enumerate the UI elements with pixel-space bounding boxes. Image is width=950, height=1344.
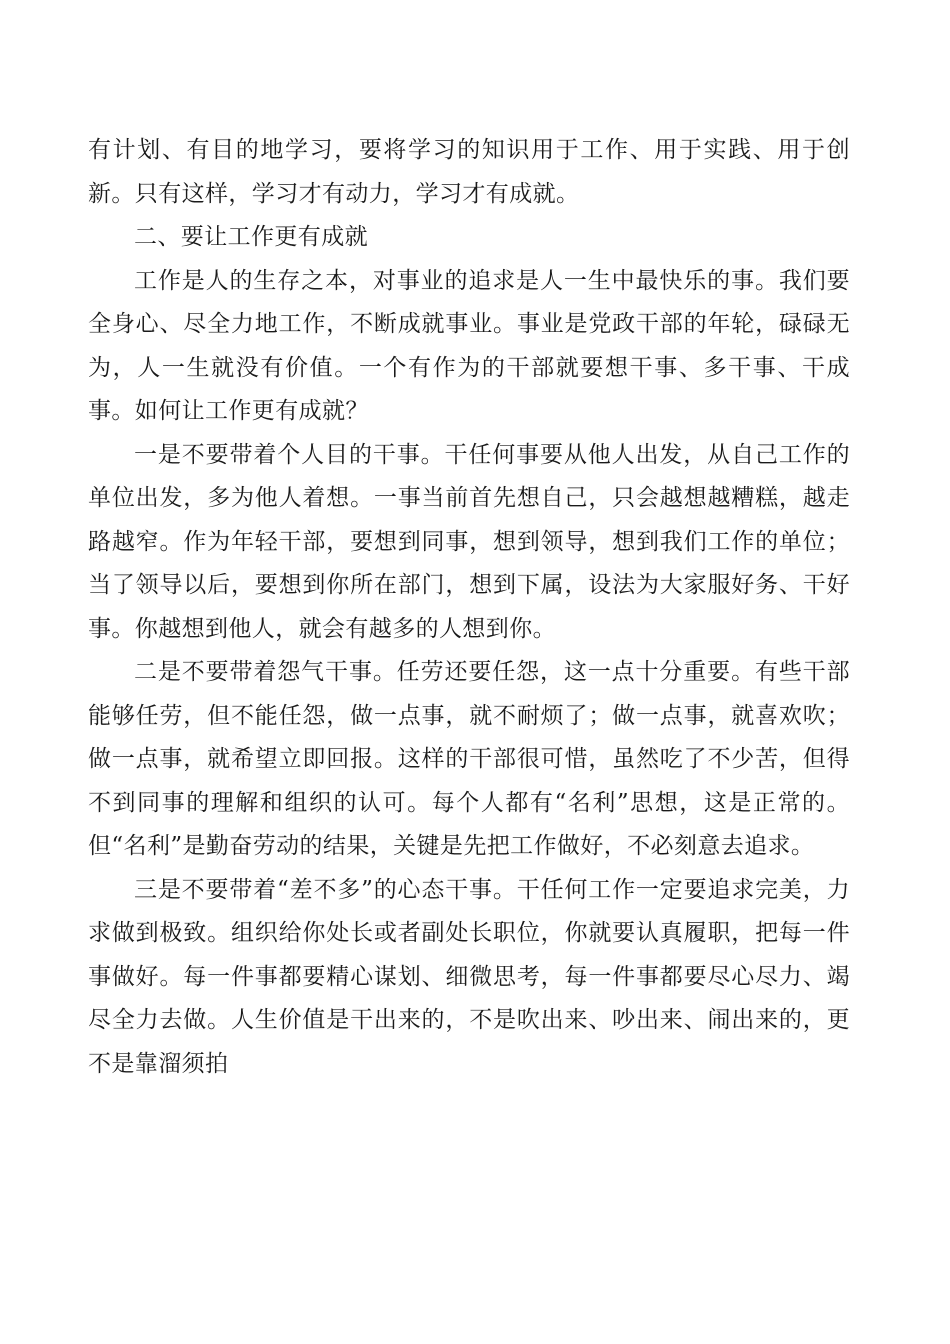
paragraph-point-three: 三是不要带着“差不多”的心态干事。干任何工作一定要追求完美，力求做到极致。组织给你处长或者副处长职位，你就要认真履职，把每一件事做好。每一件事都要精心谋划、细微思考，每一件事都要尽心尽力、竭尽全力去做。人生价值是干出来的，不是吹出来、吵出来、闹出来的，更不是靠溜须拍 bbox=[88, 876, 850, 1077]
paragraph-intro: 工作是人的生存之本，对事业的追求是人一生中最快乐的事。我们要全身心、尽全力地工作，不断成就事业。事业是党政干部的年轮，碌碌无为，人一生就没有价值。一个有作为的干部就要想干事、多干事、干成事。如何让工作更有成就？ bbox=[88, 267, 850, 424]
section-heading: 二、要让工作更有成就 bbox=[134, 224, 368, 250]
paragraph-point-one: 一是不要带着个人目的干事。干任何事要从他人出发，从自己工作的单位出发，多为他人着想。一事当前首先想自己，只会越想越糟糕，越走路越窄。作为年轻干部，要想到同事，想到领导，想到我们工作的单位；当了领导以后，要想到你所在部门，想到下属，设法为大家服好务、干好事。你越想到他人，就会有越多的人想到你。 bbox=[88, 441, 850, 642]
paragraph-point-two: 二是不要带着怨气干事。任劳还要任怨，这一点十分重要。有些干部能够任劳，但不能任怨，做一点事，就不耐烦了；做一点事，就喜欢吹；做一点事，就希望立即回报。这样的干部很可惜，虽然吃了不少苦，但得不到同事的理解和组织的认可。每个人都有“名利”思想，这是正常的。但“名利”是勤奋劳动的结果，关键是先把工作做好，不必刻意去追求。 bbox=[88, 659, 850, 859]
document-body bbox=[88, 129, 850, 1086]
paragraph-continuation: 有计划、有目的地学习，要将学习的知识用于工作、用于实践、用于创新。只有这样，学习才有动力，学习才有成就。 bbox=[88, 137, 850, 207]
